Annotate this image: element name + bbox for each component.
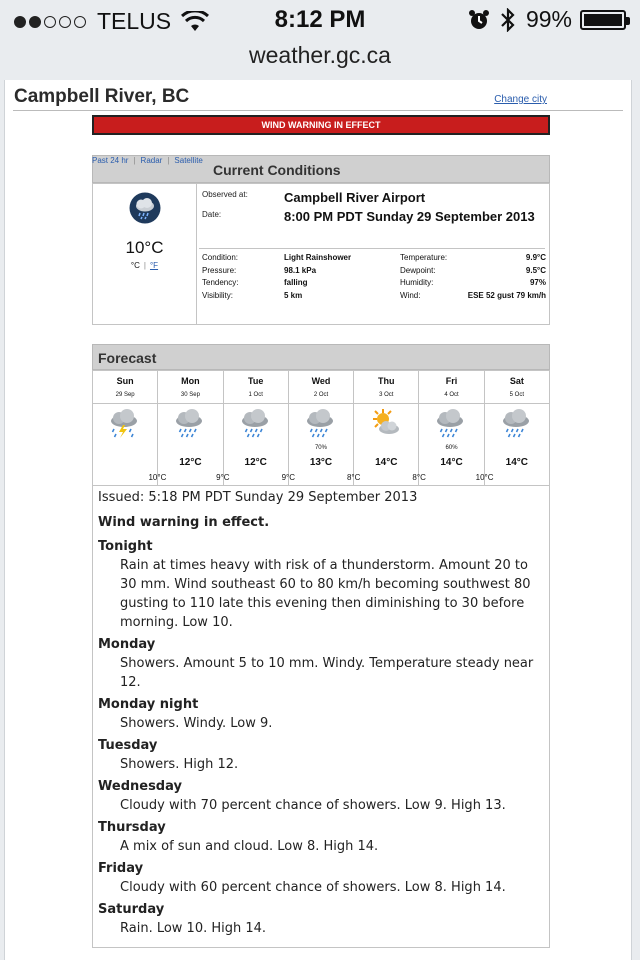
forecast-high: 14°C bbox=[440, 457, 463, 468]
status-time: 8:12 PM bbox=[274, 6, 366, 33]
forecast-day-name: Fri bbox=[445, 376, 458, 386]
current-temperature: 10°C bbox=[125, 238, 164, 257]
battery-icon bbox=[580, 10, 626, 30]
current-conditions-box bbox=[92, 183, 550, 325]
forecast-date: 30 Sep bbox=[180, 392, 200, 398]
title-divider bbox=[13, 110, 623, 111]
forecast-day-thu[interactable] bbox=[354, 371, 419, 485]
conditions-row bbox=[202, 266, 546, 279]
forecast-day-sat[interactable] bbox=[485, 371, 549, 485]
rain-cloud-icon bbox=[240, 407, 270, 444]
conditions-row bbox=[202, 253, 546, 266]
period-name: Monday night bbox=[98, 697, 199, 712]
period-text: Showers. Amount 5 to 10 mm. Windy. Temperature steady near 12. bbox=[120, 656, 534, 690]
forecast-high: 13°C bbox=[309, 457, 333, 468]
tendency-value: falling bbox=[284, 278, 308, 287]
forecast-pop: 60% bbox=[445, 445, 458, 451]
change-city-link[interactable]: Change city bbox=[494, 94, 547, 105]
period-text: Cloudy with 60 percent chance of showers. Low 8. High 14. bbox=[120, 880, 506, 895]
forecast-title: Forecast bbox=[98, 350, 157, 366]
dewpoint-label: Dewpoint: bbox=[400, 265, 436, 275]
text-forecast bbox=[92, 484, 550, 948]
forecast-low: 9°C bbox=[216, 473, 230, 482]
carrier-name: TELUS bbox=[97, 8, 172, 34]
thunderstorm-rain-icon bbox=[109, 407, 139, 444]
forecast-date-divider bbox=[158, 403, 222, 404]
celsius-unit: °C bbox=[130, 261, 140, 270]
forecast-date-divider bbox=[93, 403, 157, 404]
conditions-links: Past 24 hr | Radar | Satellite bbox=[92, 156, 203, 165]
condition-value: Light Rainshower bbox=[284, 253, 352, 262]
forecast-date: 5 Oct bbox=[509, 392, 524, 398]
forecast-low: 8°C bbox=[412, 473, 426, 482]
period-text: Cloudy with 70 percent chance of showers. Low 9. High 13. bbox=[120, 798, 506, 813]
observed-label: Observed at: bbox=[202, 190, 248, 199]
forecast-day-name: Sat bbox=[509, 376, 524, 386]
dewpoint-value: 9.5°C bbox=[525, 265, 546, 275]
forecast-day-name: Sun bbox=[116, 376, 134, 386]
conditions-row bbox=[202, 278, 546, 291]
temperature-label: Temperature: bbox=[400, 253, 448, 262]
period-name: Thursday bbox=[98, 820, 166, 835]
rain-cloud-icon bbox=[501, 407, 531, 444]
current-temp-panel bbox=[93, 184, 197, 324]
alarm-clock-icon bbox=[468, 9, 490, 31]
forecast-date-divider bbox=[224, 403, 288, 404]
forecast-date: 1 Oct bbox=[248, 392, 263, 398]
forecast-day-name: Mon bbox=[181, 376, 200, 386]
forecast-day-sun[interactable] bbox=[93, 371, 158, 485]
period-name: Friday bbox=[98, 861, 144, 876]
forecast-high: 14°C bbox=[505, 457, 528, 468]
period-text: Rain at times heavy with risk of a thunderstorm. Amount 20 to 30 mm. Wind southeast 60 to 80 km/h becoming southwest 80 gusting to 110 late this evening then diminishing to 30 before morning. Low 10. bbox=[120, 558, 531, 630]
forecast-periods bbox=[98, 538, 544, 938]
past-24hr-link[interactable]: Past 24 hr bbox=[92, 156, 129, 165]
forecast-low: 8°C bbox=[346, 473, 361, 482]
conditions-grid bbox=[202, 253, 546, 303]
humidity-label: Humidity: bbox=[400, 278, 434, 287]
forecast-date-divider bbox=[289, 403, 353, 404]
satellite-link[interactable]: Satellite bbox=[174, 156, 203, 165]
forecast-date-divider bbox=[354, 403, 418, 404]
period-text: Rain. Low 10. High 14. bbox=[120, 921, 267, 936]
humidity-value: 97% bbox=[529, 278, 546, 287]
forecast-warning[interactable]: Wind warning in effect. bbox=[98, 515, 270, 530]
wind-warning-banner[interactable]: WIND WARNING IN EFFECT bbox=[92, 115, 550, 135]
period-text: A mix of sun and cloud. Low 8. High 14. bbox=[120, 839, 379, 854]
period-text: Showers. High 12. bbox=[120, 757, 239, 772]
observation-date: 8:00 PM PDT Sunday 29 September 2013 bbox=[284, 209, 535, 224]
conditions-divider bbox=[199, 248, 545, 249]
temperature-value: 9.9°C bbox=[525, 253, 546, 262]
condition-label: Condition: bbox=[202, 253, 239, 262]
weather-page bbox=[4, 80, 632, 960]
radar-link[interactable]: Radar bbox=[140, 156, 163, 165]
pressure-value: 98.1 kPa bbox=[284, 265, 317, 275]
pressure-label: Pressure: bbox=[202, 265, 237, 275]
forecast-date: 4 Oct bbox=[444, 392, 459, 398]
unit-toggle: °C | °F bbox=[130, 261, 159, 270]
observed-station: Campbell River Airport bbox=[284, 190, 426, 205]
forecast-table bbox=[92, 370, 550, 486]
period-name: Saturday bbox=[98, 902, 165, 917]
rain-cloud-night-icon bbox=[129, 192, 161, 224]
wind-value: ESE 52 gust 79 km/h bbox=[467, 290, 546, 300]
period-name: Monday bbox=[98, 637, 156, 652]
visibility-label: Visibility: bbox=[202, 290, 233, 300]
forecast-day-mon[interactable] bbox=[158, 371, 223, 485]
period-text: Showers. Windy. Low 9. bbox=[120, 716, 273, 731]
rain-cloud-icon bbox=[435, 407, 465, 444]
tendency-label: Tendency: bbox=[202, 278, 239, 287]
date-label: Date: bbox=[202, 210, 222, 219]
forecast-pop: 70% bbox=[314, 445, 327, 451]
forecast-day-tue[interactable] bbox=[224, 371, 289, 485]
battery-percent: 99% bbox=[525, 6, 572, 32]
rain-cloud-icon bbox=[174, 407, 204, 444]
page-title: Campbell River, BC bbox=[14, 86, 190, 107]
status-right bbox=[468, 6, 626, 33]
period-name: Tuesday bbox=[98, 738, 158, 753]
forecast-date-divider bbox=[485, 403, 549, 404]
wind-label: Wind: bbox=[400, 290, 421, 300]
forecast-day-wed[interactable] bbox=[289, 371, 354, 485]
forecast-date: 3 Oct bbox=[379, 392, 394, 398]
current-conditions-title: Current Conditions bbox=[213, 162, 341, 178]
forecast-high: 12°C bbox=[244, 457, 267, 468]
fahrenheit-link[interactable]: °F bbox=[149, 261, 159, 270]
issued-time: Issued: 5:18 PM PDT Sunday 29 September 2013 bbox=[98, 490, 418, 505]
rain-cloud-icon bbox=[305, 407, 335, 444]
forecast-day-name: Thu bbox=[378, 376, 395, 386]
forecast-day-name: Tue bbox=[248, 376, 264, 386]
sun-cloud-icon bbox=[370, 407, 400, 444]
forecast-high: 14°C bbox=[375, 457, 398, 468]
period-name: Wednesday bbox=[98, 779, 182, 794]
forecast-low: 10°C bbox=[148, 473, 167, 482]
url-bar[interactable]: weather.gc.ca bbox=[249, 42, 391, 68]
bluetooth-icon bbox=[500, 8, 516, 32]
conditions-row bbox=[202, 291, 546, 304]
forecast-header bbox=[92, 344, 550, 370]
forecast-date: 2 Oct bbox=[313, 392, 329, 398]
forecast-date-divider bbox=[419, 403, 483, 404]
period-name: Tonight bbox=[98, 539, 153, 554]
forecast-day-fri[interactable] bbox=[419, 371, 484, 485]
forecast-low: 10°C bbox=[475, 473, 494, 482]
forecast-date: 29 Sep bbox=[115, 392, 135, 398]
status-bar bbox=[0, 0, 640, 40]
forecast-high: 12°C bbox=[179, 457, 202, 468]
visibility-value: 5 km bbox=[284, 290, 303, 300]
forecast-day-name: Wed bbox=[311, 376, 331, 386]
forecast-low: 9°C bbox=[281, 473, 295, 482]
